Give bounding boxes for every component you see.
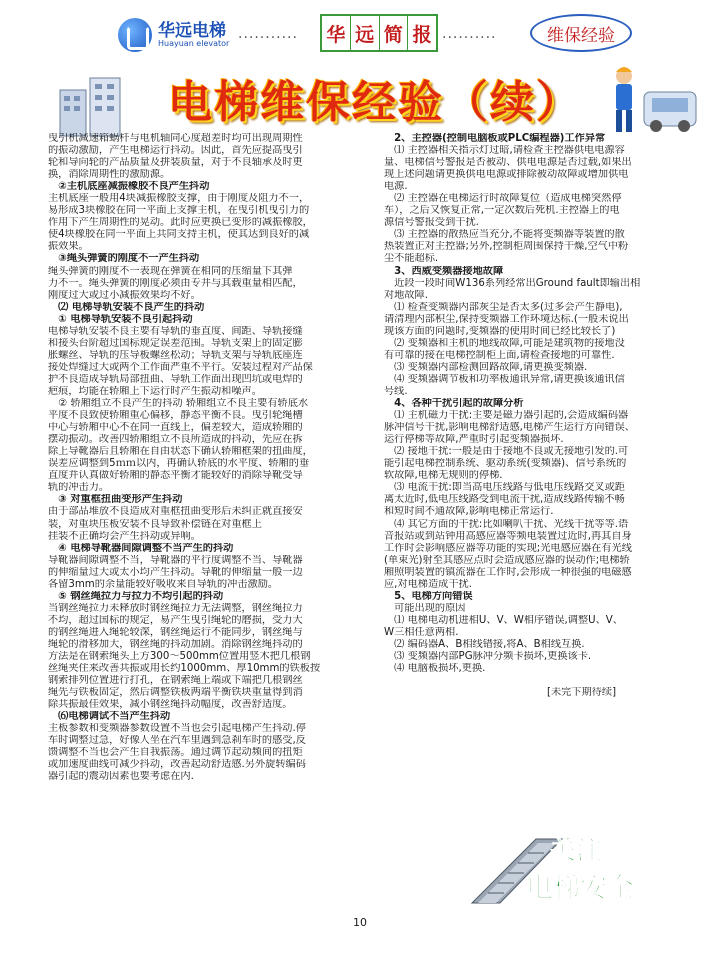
body-text-line: 器引起的震动因素也要考虑在内.: [48, 771, 194, 783]
body-text-line: 有可靠的接在电梯控制柜上面,请检查接地的可靠性.: [384, 349, 615, 361]
body-text-line: ⑴ 检查变频器内部灰尘是否太多(过多会产生静电),: [384, 301, 623, 313]
body-text-line: ⑵ 编码器A、B相线错接,将A、B相线互换.: [384, 638, 585, 650]
company-logo: [118, 14, 238, 56]
article-column-left: [48, 133, 348, 784]
body-text-line: 钢索排列位置进行打孔，在钢索绳上端或下端把几根钢丝: [48, 675, 303, 687]
header: [0, 0, 720, 64]
body-text-line: 能引起电梯控制系统、驱动系统(变频器)、信号系统的: [384, 458, 627, 470]
body-text-line: 护不良造成导轨局部扭曲、导轨工作面出现凹坑或电焊的: [48, 373, 303, 385]
body-text-line: 应,对电梯造成干扰.: [384, 578, 472, 590]
body-text-line: 曳引机减速箱蜗杆与电机轴同心度超差时均可出现周期性: [48, 133, 303, 144]
article-title: 电梯维保经验（续）: [168, 77, 582, 128]
body-text-line: 电源.: [384, 181, 408, 193]
body-text-line: 对地故障.: [384, 289, 428, 301]
elevator-safety-mascot: [466, 825, 646, 907]
body-text-line: ⑶ 电流干扰:即当高电压线路与低电压线路交叉或距: [384, 482, 625, 494]
body-text-line: 车），之后又恢复正常,一定次数后死机.主控器上的电: [384, 205, 620, 217]
body-text-line: W三相任意两相.: [384, 626, 459, 638]
body-text-line: 振效果。: [48, 241, 89, 253]
body-text-line: 量、电梯信号警报是否被动、供电电源是否过载,如果出: [384, 157, 632, 169]
body-text-line: 平度不良致使轿厢重心偏移，静态平衡不良。曳引轮绳槽: [48, 410, 303, 422]
body-text-line: 和短时间不通故障,影响电梯正常运行.: [384, 506, 554, 518]
section-heading-line: 4、各种干扰引起的故障分析: [384, 398, 524, 410]
body-text-line: 导靴器间隙调整不当，导靴器的平行度调整不当、导靴器: [48, 554, 303, 566]
body-text-line: 源信号警报受到干扰.: [384, 217, 479, 229]
section-heading-line: 5、电梯方向错误: [384, 590, 473, 602]
body-text-line: ⑶ 变频器内部PG脉冲分频卡损坏,更换该卡.: [384, 651, 592, 663]
publication-title-char: 远: [351, 16, 380, 50]
body-text-line: 胀螺丝、导轨的压导板螺丝松动；导轨支架与导轨底座连: [48, 349, 303, 361]
body-text-line: ⑵ 变频器和主机的地线故障,可能是建筑物的接地没: [384, 337, 625, 349]
body-text-line: 热装置正对主控器;另外,控制柜周围保持干燥,空气中粉: [384, 241, 629, 253]
body-text-line: ⑶ 变频器内部检测回路故障,请更换变频器.: [384, 361, 588, 373]
body-text-line: 除上导靴器后且轿厢在自由状态下确认轿厢框架的扭曲度，: [48, 446, 313, 458]
body-text-line: ② 轿厢组立不良产生的抖动 轿厢组立不良主要有轿底水: [48, 398, 309, 410]
body-text-line: ⑴ 主控器相关指示灯过暗,请检查主控器供电电源容: [384, 145, 625, 157]
article-column-right: [384, 133, 672, 699]
body-text-line: ⑷ 其它方面的干扰:比如喇叭干扰、光线干扰等等.语: [384, 518, 629, 530]
publication-title-char: 华: [322, 16, 351, 50]
elevator-logo-icon: [118, 18, 152, 52]
building-illustration: [50, 70, 140, 140]
body-text-line: (单束光)射至其感应点时会造成感应器的误动作;电梯轿: [384, 554, 630, 566]
body-text-line: ⑵ 接地干扰:一般是由于接地不良或无接地引发的.可: [384, 446, 629, 458]
body-text-line: 作用下产生周期性的晃动。此时应更换已变形的减振橡胶，: [48, 217, 313, 229]
body-text-line: 脉冲信号干扰,影响电梯舒适感,电梯产生运行方向错误、: [384, 422, 635, 434]
body-text-line: 疤痕，均能在轿厢上下运行时产生振动和噪声。: [48, 385, 262, 397]
body-text-line: 换，消除周期性的激励源。: [48, 169, 171, 181]
body-text-line: 各留3mm的余量能较好吸收来自导轨的冲击激励。: [48, 578, 279, 590]
body-text-line: 易形成3块橡胶在同一平面上支撑主机，在曳引机曳引力的: [48, 205, 310, 217]
body-text-line: 厢照明装置的镇流器在工作时,会形成一种很强的电磁感: [384, 566, 632, 578]
body-text-line: 音报站或到站钟用高感应器等频电装置过近时,再其自身: [384, 530, 632, 542]
section-heading-line: ③ 对重框扭曲变形产生抖动: [48, 494, 183, 506]
body-text-line: ⑵ 主控器在电梯运行时故障复位（造成电梯突然停: [384, 193, 622, 205]
body-text-line: 轨的冲击力。: [48, 482, 110, 494]
body-text-line: 的钢丝绳进入绳轮较深，钢丝绳运行不能同步，钢丝绳与: [48, 626, 303, 638]
body-text-line: 车时调整过急，好像人坐在汽车里遇到急刹车时的感受,反: [48, 735, 306, 747]
body-text-line: 装，对重块压板安装不良导致补偿链在对重框上: [48, 518, 262, 530]
section-heading-line: 2、主控器(控制电脑板或PLC编程器)工作异常: [384, 133, 606, 144]
body-text-line: 请清理内部积尘,保持变频器工作环境达标.(一般未说出: [384, 313, 629, 325]
body-text-line: 的伸缩量过大或太小均产生抖动。导靴的伸缩量一般一边: [48, 566, 303, 578]
publication-title: [320, 14, 438, 52]
body-text-line: ⑶ 主控器的散热应当充分,不能将变频器等装置的散: [384, 229, 625, 241]
body-text-line: 方法是在钢索绳头上方300～500mm位置用竖木把几根钢: [48, 651, 311, 663]
section-heading-line: ⑹电梯调试不当产生抖动: [48, 711, 171, 723]
publication-title-char: 简: [380, 16, 409, 50]
body-text-line: 馈调整不当也会产生自我振荡。通过调节起动频间的扭矩: [48, 747, 303, 759]
body-text-line: 刚度过大或过小减振效果均不好。: [48, 289, 201, 301]
body-text-line: 力不一。绳头弹簧的刚度必须由专井与其载重量相匹配，: [48, 277, 303, 289]
body-text-line: 或加速度曲线可减少抖动，改善起动舒适感.另外旋转编码: [48, 759, 306, 771]
mascot-text-line2: 电梯安全: [526, 873, 634, 904]
body-text-line: [未完下期待续]: [384, 687, 617, 699]
dotted-leader-right: ..........: [442, 26, 497, 42]
body-text-line: 尘不能超标.: [384, 253, 439, 265]
body-text-line: 接处焊缝过大或两个工作面严重不平行。安装过程对产品保: [48, 361, 313, 373]
body-text-line: 可能出现的原因: [384, 602, 466, 614]
logo-chinese-name: 华远电梯: [158, 21, 226, 41]
body-text-line: ⑷ 电脑板损坏,更换.: [384, 663, 486, 675]
body-text-line: 绳先与铁板固定，然后调整铁板两端平衡铁块重量得到消: [48, 687, 303, 699]
body-text-line: 由于部品堆放不良造成对重框扭曲变形后未纠正就直接安: [48, 506, 303, 518]
body-text-line: 软故障,电梯无规则的停梯.: [384, 470, 503, 482]
body-text-line: 离太近时,低电压线路受到电流干扰,造成线路传输不畅: [384, 494, 625, 506]
body-text-line: 除共振最佳效果，减小钢丝绳抖动幅度，改善舒适度。: [48, 699, 293, 711]
body-text-line: 的振动激励，产生电梯运行抖动。因此，首先应提高曳引: [48, 145, 303, 157]
body-text-line: 轮和导向轮的产品质量及拼装质量，对于不良轴承及时更: [48, 157, 303, 169]
body-text-line: ⑷ 变频器调节板和功率板通讯异常,请更换该通讯信: [384, 373, 625, 385]
body-text-line: 当钢丝绳拉力未释放时钢丝绳拉力无法调整，钢丝绳拉力: [48, 602, 303, 614]
body-text-line: 运行停梯等故障,严重时引起变频器损坏.: [384, 434, 564, 446]
section-heading-line: ⑤ 钢丝绳拉力与拉力不均引起的抖动: [48, 590, 224, 602]
body-text-line: 摆动振动。改善四轿厢组立不良所造成的抖动，先应在拆: [48, 434, 303, 446]
body-text-line: 不均，超过国标的规定，易产生曳引绳轮的磨损，受力大: [48, 614, 303, 626]
section-heading-line: ① 电梯导轨安装不良引起抖动: [48, 313, 193, 325]
section-heading-line: ⑵ 电梯导轨安装不良产生的抖动: [48, 301, 205, 313]
body-text-line: 误差应调整到5ｍｍ以内，再确认轿底的水平度、轿厢的垂: [48, 458, 310, 470]
body-text-line: 丝绳夹住来改善共振或用长约1000mm、厚10mm的铁板按: [48, 663, 321, 675]
section-heading-line: ②主机底座减振橡胶不良产生抖动: [48, 181, 210, 193]
body-text-line: 主板参数和变频器参数设置不当也会引起电梯产生抖动.停: [48, 723, 306, 735]
page-number: 10: [353, 916, 367, 929]
body-text-line: 中心与轿厢中心不在同一直线上，偏差较大，造成轿厢的: [48, 422, 303, 434]
mascot-text-line1: 关注: [550, 836, 603, 866]
section-heading-line: ④ 电梯导靴器间隙调整不当产生的抖动: [48, 542, 234, 554]
logo-english-name: Huayuan elevator: [158, 39, 230, 48]
body-text-line: 绳轮的滑移加大，钢丝绳的抖动加剧。消除钢丝绳抖动的: [48, 638, 303, 650]
publication-title-char: 报: [412, 23, 432, 46]
body-text-line: 号线.: [384, 385, 408, 397]
body-text-line: ⑴ 主机磁力干扰:主要是磁力器引起的,会造成编码器: [384, 410, 629, 422]
body-text-line: 现该方面的问题时,变频器的使用时间已经比较长了): [384, 325, 616, 337]
section-heading-line: 3、西威变频器接地故障: [384, 265, 504, 277]
body-text-line: 近段一段时间W136系列经常出Ground fault即输出相: [384, 277, 641, 289]
body-text-line: 使4块橡胶在同一平面上共同支持主机，使其达到良好的减: [48, 229, 310, 241]
section-heading-line: ③绳头弹簧的刚度不一产生抖动: [48, 253, 200, 265]
section-tag: 维保经验: [530, 14, 632, 52]
dotted-leader-left: ...........: [238, 26, 298, 42]
body-text-line: 主机底座一般用4块减振橡胶支撑，由于刚度及阻力不一，: [48, 193, 310, 205]
body-text-line: 挂装不正确均会产生抖动或异响。: [48, 530, 201, 542]
body-text-line: 电梯导轨安装不良主要有导轨的垂直度、间距、导轨接缝: [48, 325, 303, 337]
body-text-line: 绳头弹簧的刚度不一表现在弹簧在相同的压缩量下其弹: [48, 265, 293, 277]
body-text-line: [384, 675, 672, 687]
body-text-line: 工作时会影响感应器等功能的实现;光电感应器在有光线: [384, 542, 632, 554]
body-text-line: 直度并认真做好轿厢的静态平衡才能较好的消除导靴受导: [48, 470, 303, 482]
body-text-line: 和接头台阶超过国标规定误差范围。导轨支架上的固定膨: [48, 337, 303, 349]
maintenance-worker-illustration: [604, 62, 700, 142]
body-text-line: 现上述问题请更换供电电源或排除被动故障或增加供电: [384, 169, 629, 181]
body-text-line: ⑴ 电梯电动机进相U、V、W相序错误,调整U、V、: [384, 614, 623, 626]
